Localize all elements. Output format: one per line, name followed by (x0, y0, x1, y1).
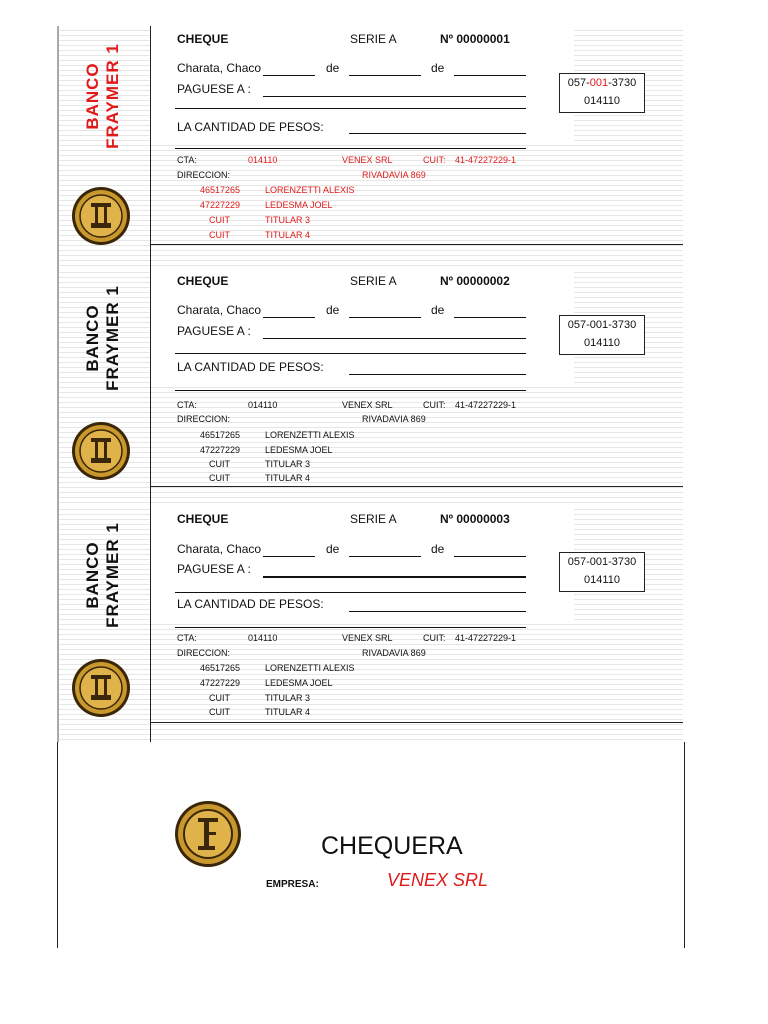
address-value: RIVADAVIA 869 (362, 414, 426, 424)
de-label: de (431, 303, 445, 317)
bank-code-box: 057-001-3730 014110 (559, 73, 645, 113)
payee-field-line2[interactable] (175, 108, 526, 109)
cheque-label: CHEQUE (177, 32, 229, 46)
chequera-title: CHEQUERA (321, 832, 463, 860)
cuit-label: CUIT: (423, 633, 446, 643)
payee-field[interactable] (263, 96, 526, 97)
holder-name: TITULAR 3 (265, 215, 311, 225)
company-name: VENEX SRL (342, 633, 393, 643)
cuit-value: 41-47227229-1 (455, 400, 517, 410)
company-name: VENEX SRL (342, 155, 393, 165)
bank-name: BANCO FRAYMER 1 (83, 43, 122, 149)
bank-name: BANCO FRAYMER 1 (83, 285, 122, 391)
stub-divider (150, 268, 151, 506)
de-label: de (326, 303, 340, 317)
bank-seal-icon (71, 421, 131, 481)
cheque-bottom-rule (150, 244, 683, 245)
empresa-value: VENEX SRL (387, 870, 489, 890)
de-label: de (326, 61, 340, 75)
holder-id: 47227229 (200, 445, 241, 455)
month-field[interactable] (349, 75, 421, 76)
bank-name: BANCO FRAYMER 1 (83, 522, 122, 628)
holder-id: 46517265 (200, 430, 241, 440)
de-label: de (431, 542, 445, 556)
serie-label: SERIE A (350, 274, 397, 288)
place-label: Charata, Chaco (177, 542, 262, 556)
year-field[interactable] (454, 75, 526, 76)
holder-id: CUIT (209, 215, 230, 225)
day-field[interactable] (263, 75, 315, 76)
bank-seal-f-icon (174, 800, 242, 868)
cheque-label: CHEQUE (177, 512, 229, 526)
cta-label: CTA: (177, 400, 197, 410)
account-number: 014110 (248, 400, 278, 410)
cheque-bottom-rule (150, 722, 683, 723)
holder-name: LORENZETTI ALEXIS (265, 185, 355, 195)
direccion-label: DIRECCION: (177, 414, 231, 424)
cheque-bottom-rule (150, 486, 683, 487)
amount-field-line2[interactable] (175, 627, 526, 628)
cuit-label: CUIT: (423, 155, 446, 165)
payee-field-line2[interactable] (175, 353, 526, 354)
payee-field[interactable] (263, 576, 526, 578)
direccion-label: DIRECCION: (177, 170, 231, 180)
amount-label: LA CANTIDAD DE PESOS: (177, 360, 324, 374)
empresa-label: EMPRESA: (266, 879, 319, 890)
year-field[interactable] (454, 556, 526, 557)
payee-label: PAGUESE A : (177, 324, 251, 338)
cuit-value: 41-47227229-1 (455, 155, 517, 165)
cheque-number: Nº 00000002 (440, 274, 510, 288)
serie-label: SERIE A (350, 32, 397, 46)
address-value: RIVADAVIA 869 (362, 648, 426, 658)
holder-name: LORENZETTI ALEXIS (265, 663, 355, 673)
year-field[interactable] (454, 317, 526, 318)
amount-label: LA CANTIDAD DE PESOS: (177, 597, 324, 611)
amount-field-line2[interactable] (175, 148, 526, 149)
holder-name: LEDESMA JOEL (265, 678, 333, 688)
cheque-2 (57, 268, 683, 506)
holder-name: LEDESMA JOEL (265, 200, 333, 210)
payee-field-line2[interactable] (175, 592, 526, 593)
payee-label: PAGUESE A : (177, 562, 251, 576)
day-field[interactable] (263, 317, 315, 318)
cheque-number: Nº 00000003 (440, 512, 510, 526)
cuit-label: CUIT: (423, 400, 446, 410)
perforation (57, 26, 59, 271)
perforation (57, 268, 59, 506)
holder-name: TITULAR 3 (265, 459, 311, 469)
holder-id: CUIT (209, 459, 230, 469)
holder-name: TITULAR 4 (265, 707, 311, 717)
account-number: 014110 (248, 633, 278, 643)
holder-name: LEDESMA JOEL (265, 445, 333, 455)
perforation (57, 505, 59, 742)
holder-id: CUIT (209, 473, 230, 483)
amount-field-line2[interactable] (175, 390, 526, 391)
holder-name: LORENZETTI ALEXIS (265, 430, 355, 440)
payee-field[interactable] (263, 338, 526, 339)
payee-label: PAGUESE A : (177, 82, 251, 96)
cheque-label: CHEQUE (177, 274, 229, 288)
bank-code-box: 057-001-3730 014110 (559, 552, 645, 592)
holder-name: TITULAR 4 (265, 473, 311, 483)
place-label: Charata, Chaco (177, 61, 262, 75)
amount-label: LA CANTIDAD DE PESOS: (177, 120, 324, 134)
cheque-3 (57, 505, 683, 742)
holder-id: 47227229 (200, 678, 241, 688)
holder-id: CUIT (209, 707, 230, 717)
day-field[interactable] (263, 556, 315, 557)
cheque-1 (57, 26, 683, 271)
holder-id: 46517265 (200, 185, 241, 195)
cuit-value: 41-47227229-1 (455, 633, 517, 643)
cta-label: CTA: (177, 633, 197, 643)
bank-seal-icon (71, 658, 131, 718)
account-number: 014110 (248, 155, 278, 165)
cheque-number: Nº 00000001 (440, 32, 510, 46)
month-field[interactable] (349, 556, 421, 557)
holder-id: 47227229 (200, 200, 241, 210)
stub-divider (150, 26, 151, 271)
amount-field[interactable] (349, 374, 526, 375)
address-value: RIVADAVIA 869 (362, 170, 426, 180)
amount-field[interactable] (349, 611, 526, 612)
holder-id: CUIT (209, 230, 230, 240)
month-field[interactable] (349, 317, 421, 318)
holder-id: CUIT (209, 693, 230, 703)
bank-code-box: 057-001-3730 014110 (559, 315, 645, 355)
bank-seal-icon (71, 186, 131, 246)
cta-label: CTA: (177, 155, 197, 165)
holder-id: 46517265 (200, 663, 241, 673)
holder-name: TITULAR 3 (265, 693, 311, 703)
stub-divider (150, 505, 151, 742)
amount-field[interactable] (349, 133, 526, 134)
chequera-cover (57, 742, 685, 948)
serie-label: SERIE A (350, 512, 397, 526)
de-label: de (326, 542, 340, 556)
place-label: Charata, Chaco (177, 303, 262, 317)
direccion-label: DIRECCION: (177, 648, 231, 658)
de-label: de (431, 61, 445, 75)
holder-name: TITULAR 4 (265, 230, 311, 240)
company-name: VENEX SRL (342, 400, 393, 410)
